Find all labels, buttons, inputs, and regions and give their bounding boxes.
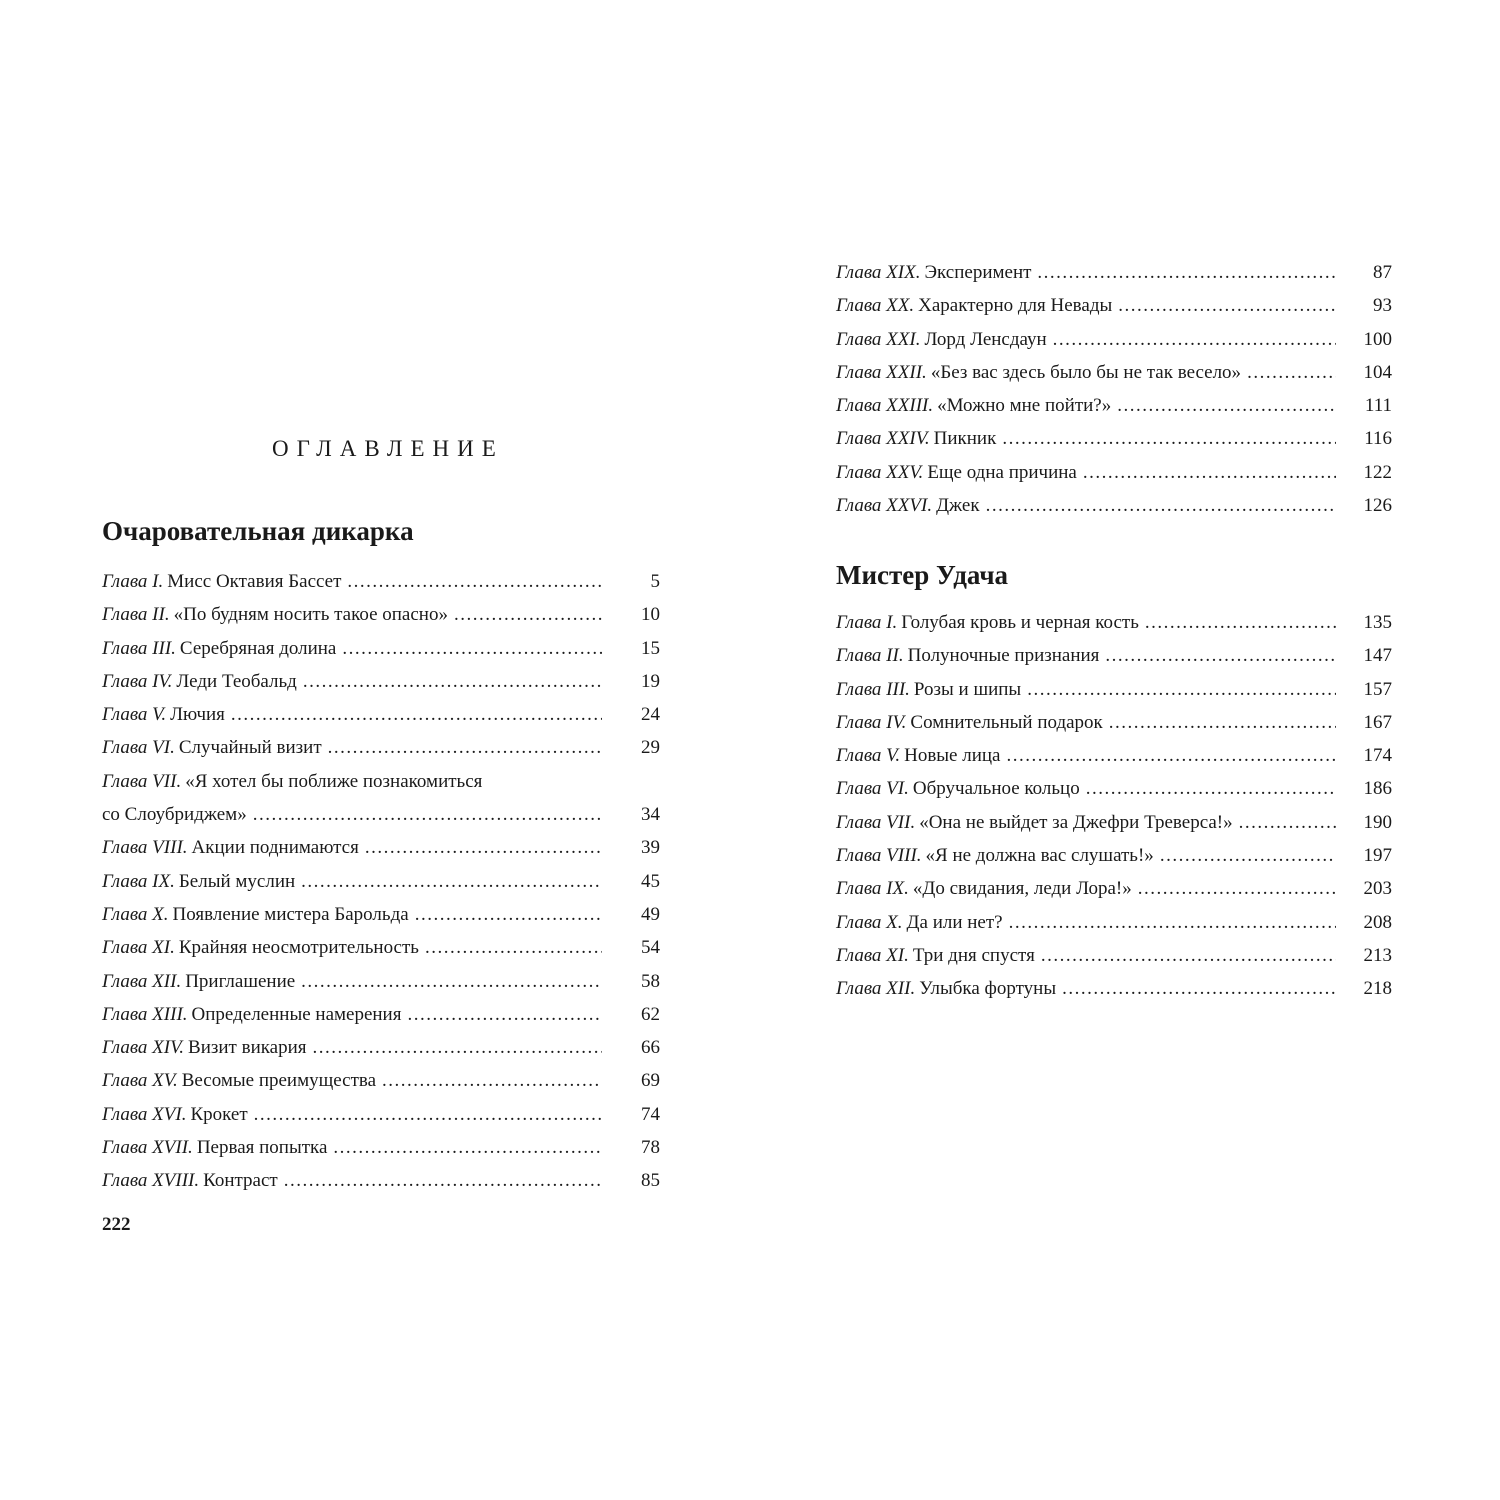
toc-entry[interactable]	[102, 565, 660, 598]
chapter-title: Полуночные признания	[907, 645, 1100, 667]
chapter-title: Акции поднимаются	[191, 837, 359, 859]
toc-entry[interactable]	[836, 639, 1392, 672]
toc-entry[interactable]	[102, 665, 660, 698]
chapter-page: 78	[641, 1137, 660, 1159]
chapter-title: Пикник	[933, 428, 997, 450]
chapter-label: Глава XIV.	[102, 1037, 185, 1059]
dot-leader	[301, 965, 602, 998]
toc-entry[interactable]	[836, 323, 1392, 356]
chapter-title: Крокет	[190, 1103, 248, 1125]
toc-entry[interactable]	[102, 598, 660, 631]
chapter-label: Глава II.	[102, 604, 170, 626]
dot-leader	[254, 1098, 602, 1131]
toc-entry[interactable]	[836, 673, 1392, 706]
chapter-page: 10	[641, 604, 660, 626]
toc-entry[interactable]	[102, 898, 660, 931]
dot-leader	[454, 598, 602, 631]
chapter-page: 45	[641, 870, 660, 892]
chapter-page: 174	[1363, 745, 1392, 767]
chapter-label: Глава IX.	[836, 878, 909, 900]
chapter-label: Глава XVIII.	[102, 1170, 200, 1192]
toc-list-book2	[836, 606, 1392, 1006]
toc-entry[interactable]	[836, 456, 1392, 489]
chapter-label: Глава XII.	[836, 978, 916, 1000]
chapter-page: 19	[641, 670, 660, 692]
dot-leader	[1002, 422, 1336, 455]
dot-leader	[1109, 706, 1336, 739]
chapter-label: Глава XIX.	[836, 262, 921, 283]
chapter-title: Характерно для Невады	[918, 295, 1113, 317]
dot-leader	[1138, 872, 1336, 905]
chapter-page: 15	[641, 637, 660, 659]
chapter-title: Новые лица	[904, 745, 1001, 767]
chapter-title: Лючия	[170, 704, 225, 726]
chapter-page: 203	[1363, 878, 1392, 900]
toc-entry[interactable]	[102, 1131, 660, 1164]
toc-entry[interactable]	[836, 422, 1392, 455]
chapter-label: Глава III.	[102, 637, 176, 659]
toc-entry[interactable]	[102, 931, 660, 964]
toc-entry[interactable]	[102, 965, 660, 998]
dot-leader	[231, 698, 602, 731]
chapter-page: 74	[641, 1103, 660, 1125]
chapter-label: Глава III.	[836, 678, 910, 700]
chapter-title: Крайняя неосмотрительность	[178, 937, 419, 959]
chapter-title: Серебряная долина	[179, 637, 337, 659]
chapter-title: «Можно мне пойти?»	[937, 395, 1112, 417]
chapter-page: 122	[1363, 461, 1392, 483]
chapter-title: Обручальное кольцо	[912, 778, 1080, 800]
chapter-title: Да или нет?	[906, 911, 1003, 933]
chapter-title: Улыбка фортуны	[919, 978, 1057, 1000]
dot-leader	[301, 865, 602, 898]
dot-leader	[1117, 389, 1336, 422]
chapter-label: Глава XI.	[836, 944, 909, 966]
chapter-page: 93	[1373, 295, 1392, 317]
dot-leader	[1118, 289, 1336, 322]
chapter-title: Случайный визит	[178, 737, 322, 759]
toc-entry[interactable]	[836, 972, 1392, 1005]
toc-entry[interactable]	[836, 356, 1392, 389]
chapter-page: 66	[641, 1037, 660, 1059]
chapter-title: Лорд Ленсдаун	[924, 328, 1047, 350]
dot-leader	[342, 632, 602, 665]
toc-entry[interactable]	[836, 872, 1392, 905]
toc-entry[interactable]	[102, 998, 660, 1031]
dot-leader	[365, 831, 602, 864]
chapter-label: Глава VII.	[836, 811, 916, 833]
chapter-label: Глава XXVI.	[836, 495, 933, 517]
chapter-page: 111	[1364, 395, 1392, 417]
chapter-label: Глава XXI.	[836, 328, 921, 350]
chapter-label: Глава XXIII.	[836, 395, 934, 417]
chapter-label: Глава VIII.	[836, 845, 922, 867]
toc-entry[interactable]	[836, 806, 1392, 839]
dot-leader	[1086, 772, 1336, 805]
dot-leader	[328, 731, 602, 764]
chapter-title: Розы и шипы	[913, 678, 1022, 700]
dot-leader	[1041, 939, 1336, 972]
dot-leader	[253, 798, 602, 831]
toc-entry[interactable]	[102, 1164, 660, 1197]
chapter-label: Глава XXII.	[836, 361, 927, 383]
chapter-page: 58	[641, 970, 660, 992]
chapter-page: 126	[1363, 495, 1392, 517]
dot-leader	[425, 931, 602, 964]
chapter-label: Глава XX.	[836, 295, 915, 317]
chapter-page: 147	[1363, 645, 1392, 667]
toc-entry[interactable]	[836, 706, 1392, 739]
toc-entry[interactable]	[836, 389, 1392, 422]
toc-entry[interactable]	[836, 772, 1392, 805]
chapter-title: Весомые преимущества	[181, 1070, 377, 1092]
toc-entry[interactable]	[102, 831, 660, 864]
chapter-label: Глава XVI.	[102, 1103, 187, 1125]
toc-entry[interactable]	[102, 1064, 660, 1097]
chapter-label: Глава XXV.	[836, 461, 924, 483]
toc-entry[interactable]	[102, 731, 660, 764]
chapter-page: 208	[1363, 911, 1392, 933]
page-number: 222	[102, 1214, 131, 1235]
toc-heading: ОГЛАВЛЕНИЕ	[272, 436, 504, 461]
toc-entry[interactable]	[836, 906, 1392, 939]
chapter-title: Определенные намерения	[191, 1003, 402, 1025]
book-title-1: Очаровательная дикарка	[102, 516, 414, 546]
dot-leader	[1247, 356, 1336, 389]
chapter-title: Мисс Октавия Бассет	[167, 571, 342, 592]
chapter-page: 5	[650, 571, 660, 592]
toc-entry[interactable]	[102, 698, 660, 731]
chapter-page: 34	[641, 804, 660, 826]
chapter-title: Контраст	[203, 1170, 278, 1192]
chapter-title: Появление мистера Барольда	[172, 903, 409, 925]
chapter-title: «Я не должна вас слушать!»	[925, 845, 1154, 867]
toc-entry[interactable]	[836, 256, 1392, 289]
chapter-title: Голубая кровь и черная кость	[901, 612, 1139, 633]
chapter-page: 167	[1363, 711, 1392, 733]
chapter-title: «До свидания, леди Лора!»	[912, 878, 1132, 900]
toc-entry[interactable]	[102, 632, 660, 665]
chapter-title: Джек	[936, 495, 980, 517]
chapter-page: 218	[1363, 978, 1392, 1000]
chapter-title: Первая попытка	[196, 1137, 328, 1159]
dot-leader	[347, 565, 602, 598]
dot-leader	[1239, 806, 1336, 839]
dot-leader	[1105, 639, 1336, 672]
chapter-label: Глава IV.	[836, 711, 907, 733]
chapter-label: Глава VI.	[836, 778, 909, 800]
toc-list-book1-part2	[836, 256, 1392, 522]
chapter-label: Глава XIII.	[102, 1003, 188, 1025]
toc-entry[interactable]	[102, 1031, 660, 1064]
chapter-page: 213	[1363, 944, 1392, 966]
toc-entry[interactable]	[836, 289, 1392, 322]
toc-entry[interactable]	[836, 489, 1392, 522]
dot-leader	[1027, 673, 1336, 706]
toc-entry[interactable]	[102, 765, 660, 832]
chapter-label: Глава XI.	[102, 937, 175, 959]
dot-leader	[1160, 839, 1336, 872]
chapter-label: Глава I.	[102, 571, 164, 592]
chapter-title: Визит викария	[188, 1037, 307, 1059]
chapter-label: Глава IV.	[102, 670, 173, 692]
dot-leader	[1145, 606, 1336, 639]
chapter-label: Глава XVII.	[102, 1137, 193, 1159]
chapter-label: Глава II.	[836, 645, 904, 667]
chapter-page: 62	[641, 1003, 660, 1025]
chapter-label: Глава I.	[836, 612, 898, 633]
chapter-label: Глава VII.	[102, 770, 182, 792]
toc-list-book1-part1	[102, 565, 660, 1198]
chapter-page: 87	[1373, 262, 1392, 283]
toc-entry[interactable]	[836, 839, 1392, 872]
chapter-title: Белый муслин	[178, 870, 296, 892]
chapter-page: 49	[641, 903, 660, 925]
chapter-title: Эксперимент	[924, 262, 1032, 283]
chapter-page: 157	[1363, 678, 1392, 700]
dot-leader	[1062, 972, 1336, 1005]
dot-leader	[1083, 456, 1336, 489]
dot-leader	[303, 665, 602, 698]
chapter-title: Приглашение	[185, 970, 296, 992]
chapter-page: 104	[1363, 361, 1392, 383]
chapter-page: 54	[641, 937, 660, 959]
chapter-label: Глава V.	[102, 704, 167, 726]
chapter-label: Глава XV.	[102, 1070, 178, 1092]
chapter-label: Глава V.	[836, 745, 901, 767]
toc-entry[interactable]	[102, 865, 660, 898]
chapter-page: 85	[641, 1170, 660, 1192]
chapter-label: Глава X.	[836, 911, 903, 933]
book-title-2: Мистер Удача	[836, 560, 1009, 590]
chapter-page: 186	[1363, 778, 1392, 800]
dot-leader	[1007, 739, 1337, 772]
chapter-title: «Без вас здесь было бы не так весело»	[930, 361, 1242, 383]
chapter-title: Еще одна причина	[927, 461, 1077, 483]
dot-leader	[284, 1164, 602, 1197]
dot-leader	[1037, 256, 1336, 289]
chapter-page: 39	[641, 837, 660, 859]
dot-leader	[986, 489, 1336, 522]
chapter-page: 69	[641, 1070, 660, 1092]
chapter-label: Глава XII.	[102, 970, 182, 992]
dot-leader	[313, 1031, 602, 1064]
dot-leader	[1053, 323, 1336, 356]
dot-leader	[382, 1064, 602, 1097]
toc-entry[interactable]	[836, 739, 1392, 772]
chapter-page: 100	[1363, 328, 1392, 350]
chapter-page: 116	[1364, 428, 1392, 450]
chapter-title: Три дня спустя	[912, 944, 1035, 966]
chapter-title: «По будням носить такое опасно»	[173, 604, 448, 626]
chapter-page: 197	[1363, 845, 1392, 867]
chapter-label: Глава VI.	[102, 737, 175, 759]
toc-entry[interactable]	[836, 606, 1392, 639]
dot-leader	[415, 898, 602, 931]
chapter-page: 190	[1363, 811, 1392, 833]
chapter-label: Глава X.	[102, 903, 169, 925]
dot-leader	[407, 998, 602, 1031]
chapter-title: Сомнительный подарок	[910, 711, 1103, 733]
chapter-label: Глава XXIV.	[836, 428, 930, 450]
chapter-page: 135	[1363, 612, 1392, 633]
toc-entry[interactable]	[836, 939, 1392, 972]
toc-entry[interactable]	[102, 1098, 660, 1131]
chapter-page: 24	[641, 704, 660, 726]
chapter-label: Глава VIII.	[102, 837, 188, 859]
chapter-title-continued: со Слоубриджем»	[102, 804, 247, 826]
dot-leader	[333, 1131, 602, 1164]
chapter-title: Леди Теобальд	[176, 670, 297, 692]
chapter-title: «Я хотел бы поближе познакомиться	[185, 770, 483, 792]
chapter-title: «Она не выйдет за Джефри Треверса!»	[919, 811, 1233, 833]
dot-leader	[1009, 906, 1336, 939]
chapter-page: 29	[641, 737, 660, 759]
chapter-label: Глава IX.	[102, 870, 175, 892]
